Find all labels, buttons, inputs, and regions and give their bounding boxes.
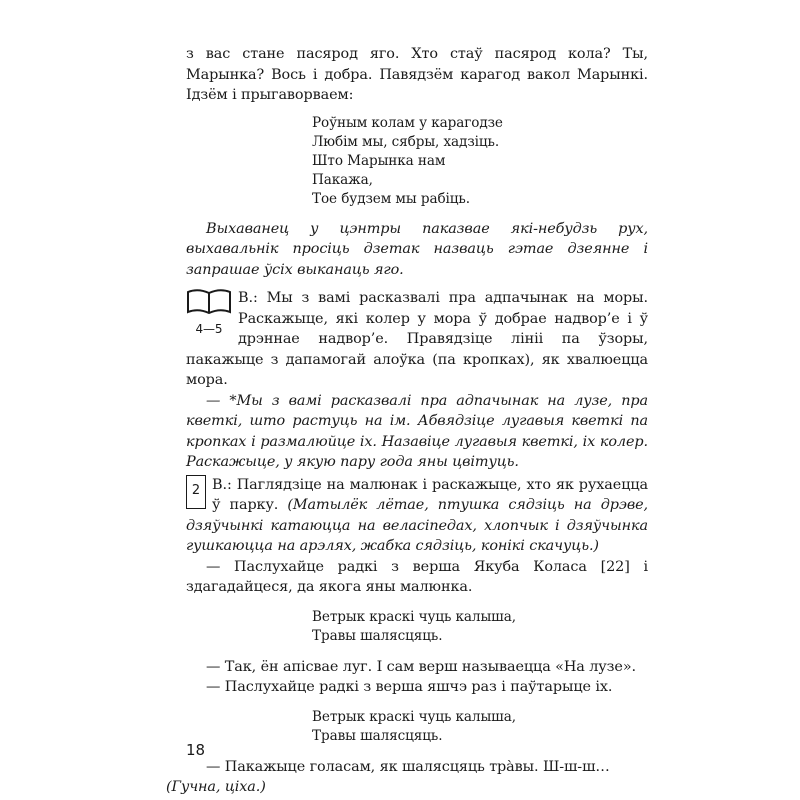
voice-hint: (Гучна, ціха.) [166, 779, 266, 795]
poem-line: Травы шалясцяць. [312, 728, 443, 744]
voice-instruction: — Пакажыце голасам, як шалясцяць тра̀вы. Ш-ш-ш… [206, 758, 610, 775]
poem-meadow-2 [312, 708, 648, 747]
park-question: В.: Паглядзіце на малюнак і раскажыце, хто як рухаецца ў парку. [212, 476, 648, 513]
sea-task-block [186, 288, 648, 391]
paragraph-park [186, 475, 648, 557]
poem-line: Роўным колам у карагодзе [312, 114, 503, 131]
paragraph-instruction: Выхаванец у цэнтры паказвае які-небудзь рух, выхавальнік просіць дзетак назваць гэтае дзеянне і запрашае ўсіх выканаць яго. [186, 220, 648, 278]
paragraph-voice [166, 757, 648, 798]
poem-line: Тое будзем мы рабіць. [312, 190, 470, 207]
poem-round-dance [312, 114, 648, 209]
poem-line: Пакажа, [312, 171, 373, 188]
paragraph-kolas: — Паслухайце радкі з верша Якуба Коласа [22] і здагадайцеся, да якога яны малюнка. [186, 558, 648, 595]
poem-line: Ветрык краскі чуць калыша, [312, 708, 516, 725]
park-task-block [186, 475, 648, 557]
paragraph-sea: В.: Мы з вамі расказвалі пра адпачынак на моры. Раскажыце, які колер у мора ў добрае надвор’е і ў дрэннае надвор’е. Правядзіце лініі па ўзоры, пакажыце з дапамогай алоўка (па кропках), як хвалюецца мора. [186, 290, 648, 388]
poem-line: Любім мы, сябры, хадзіць. [312, 133, 500, 150]
page-number: 18 [186, 741, 206, 759]
poem-line: Травы шалясцяць. [312, 628, 443, 644]
paragraph-title: — Так, ён апісвае луг. І сам верш называецца «На лузе». [206, 658, 637, 675]
open-book-icon [186, 288, 232, 314]
page-body [166, 44, 648, 798]
paragraph-meadow: — *Мы з вамі расказвалі пра адпачынак на лузе, пра кветкі, што растуць на ім. Абвядзіце лугавыя кветкі па кропках і размалюйце іх. Назавіце лугавыя кветкі, іх колер. Раскажыце, у якую пару года яны цвітуць. [186, 392, 648, 470]
book-pages-label: 4—5 [195, 321, 223, 336]
poem-line: Што Марынка нам [312, 152, 446, 169]
park-answer: (Матылёк лётае, птушка сядзіць на дрэве, дзяўчынкі катаюцца на веласіпедах, хлопчык і дзяўчынка гушкаюцца на арэлях, жабка сядзіць, конікі скачуць.) [186, 497, 648, 554]
book-marker [186, 288, 238, 336]
task-number-marker [186, 475, 212, 513]
poem-meadow-1 [312, 608, 648, 647]
paragraph-repeat: — Паслухайце радкі з верша яшчэ раз і паўтарыце іх. [206, 679, 613, 695]
paragraph-intro: з вас стане пасярод яго. Хто стаў пасярод кола? Ты, Марынка? Вось і добра. Павядзём карагод вакол Марынкі. Ідзём і прыгаворваем: [186, 46, 648, 103]
poem-line: Ветрык краскі чуць калыша, [312, 608, 516, 625]
task-number: 2 [186, 475, 206, 509]
